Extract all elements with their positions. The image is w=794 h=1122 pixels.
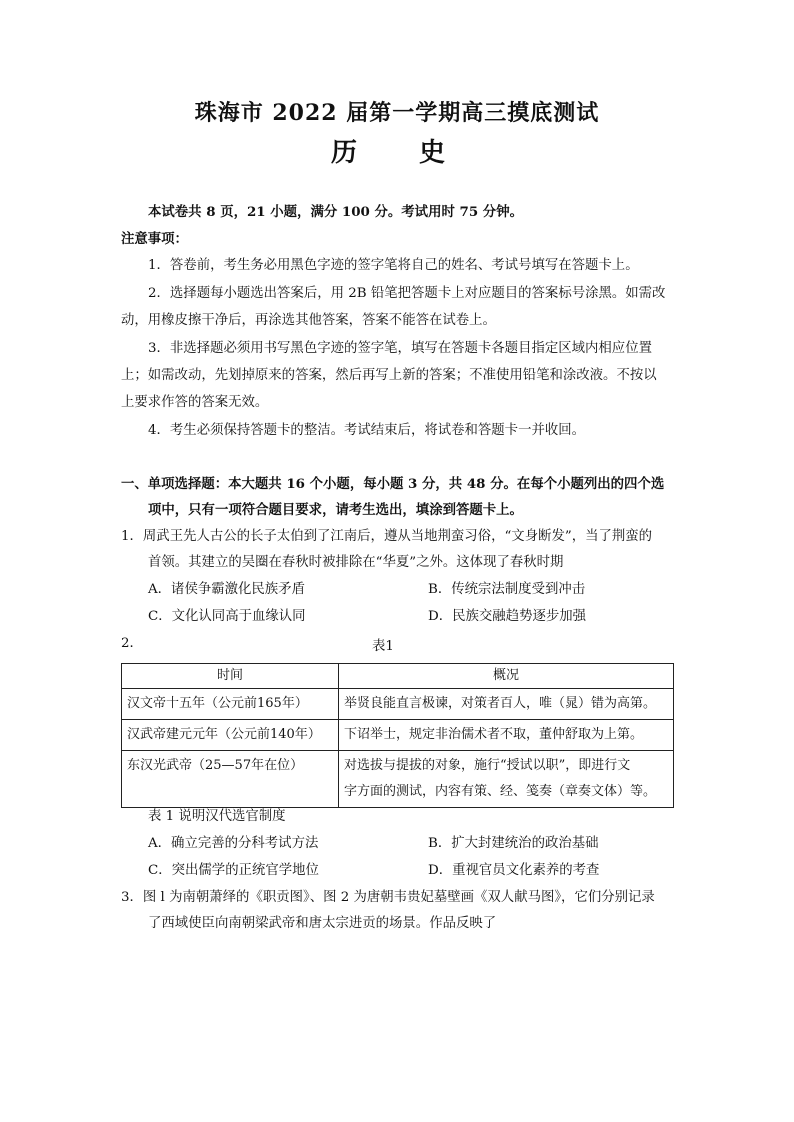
q3-stem-line-2: 了西域使臣向南朝梁武帝和唐太宗进贡的场景。作品反映了 [148,916,497,931]
table-cell-time: 汉文帝十五年（公元前165年） [122,689,339,720]
note-item-3-line-1: 3．非选择题必须用书写黑色字迹的签字笔，填写在答题卡各题目指定区域内相应位置 [148,341,652,356]
q3-stem-line-1: 3．图 l 为南朝萧绎的《职贡图》、图 2 为唐朝韦贵妃墓壁画《双人献马图》，它们分别记录 [121,890,655,905]
section-heading-line-2: 项中，只有一项符合题目要求，请考生选出，填涂到答题卡上。 [148,502,523,518]
note-item-3-line-2: 上；如需改动，先划掉原来的答案，然后再写上新的答案；不准使用铅笔和涂改液。不按以 [121,368,657,383]
note-item-3-line-3: 上要求作答的答案无效。 [121,395,269,410]
note-item-4: 4．考生必须保持答题卡的整洁。考试结束后，将试卷和答题卡一并收回。 [148,423,586,438]
subject-title: 历 史 [330,138,463,168]
table-header-overview: 概况 [339,664,674,689]
table-header-time: 时间 [122,664,339,689]
note-item-2-line-1: 2．选择题每小题选出答案后，用 2B 铅笔把答题卡上对应题目的答案标号涂黑。如需改 [148,286,666,301]
table-cell-overview [339,751,674,808]
selection-system-table [121,663,674,808]
table-cell-overview-line-1: 对选拔与提拔的对象，施行“授试以职”，即进行文 [344,758,631,773]
table-cell-overview: 下诏举士，规定非治儒术者不取，董仲舒取为上第。 [339,720,674,751]
q2-stem: 表 1 说明汉代选官制度 [148,809,286,824]
q2-option-c: C．突出儒学的正统官学地位 [148,863,319,878]
q2-option-d: D．重视官员文化素养的考查 [428,863,600,878]
note-item-2-line-2: 动，用橡皮擦干净后，再涂选其他答案，答案不能答在试卷上。 [121,313,496,328]
q1-option-c: C．文化认同高于血缘认同 [148,609,306,624]
table-row [122,751,674,808]
q2-number: 2． [121,636,143,651]
table-row [122,689,674,720]
table-cell-overview: 举贤良能直言极谏，对策者百人，唯（晁）错为高第。 [339,689,674,720]
q1-stem-line-2: 首领。其建立的吴圈在春秋时被排除在“华夏”之外。这体现了春秋时期 [148,555,564,570]
q1-option-a: A．诸侯争霸激化民族矛盾 [148,582,305,597]
exam-title: 珠海市 2022 届第一学期高三摸底测试 [194,100,600,126]
q1-option-b: B．传统宗法制度受到冲击 [428,582,586,597]
table-cell-overview-line-2: 字方面的测试，内容有策、经、笺奏（章奏文体）等。 [344,784,657,799]
table-header-row [122,664,674,689]
notes-heading: 注意事项： [121,231,188,247]
q2-option-a: A．确立完善的分科考试方法 [148,836,319,851]
table-row [122,720,674,751]
table-caption: 表1 [372,639,394,654]
q1-option-d: D．民族交融趋势逐步加强 [428,609,587,624]
q1-stem-line-1: 1．周武王先人古公的长子太伯到了江南后，遵从当地荆蛮习俗，“文身断发”，当了荆蛮的 [121,529,653,544]
section-heading-line-1: 一、单项选择题：本大题共 16 个小题，每小题 3 分，共 48 分。在每个小题列出的四个选 [121,476,665,492]
exam-summary: 本试卷共 8 页，21 小题，满分 100 分。考试用时 75 分钟。 [148,204,523,220]
q2-option-b: B．扩大封建统治的政治基础 [428,836,599,851]
note-item-1: 1．答卷前，考生务必用黑色字迹的签字笔将自己的姓名、考试号填写在答题卡上。 [148,258,639,273]
table-cell-time: 汉武帝建元元年（公元前140年） [122,720,339,751]
table-cell-time: 东汉光武帝（25—57年在位） [122,751,339,808]
